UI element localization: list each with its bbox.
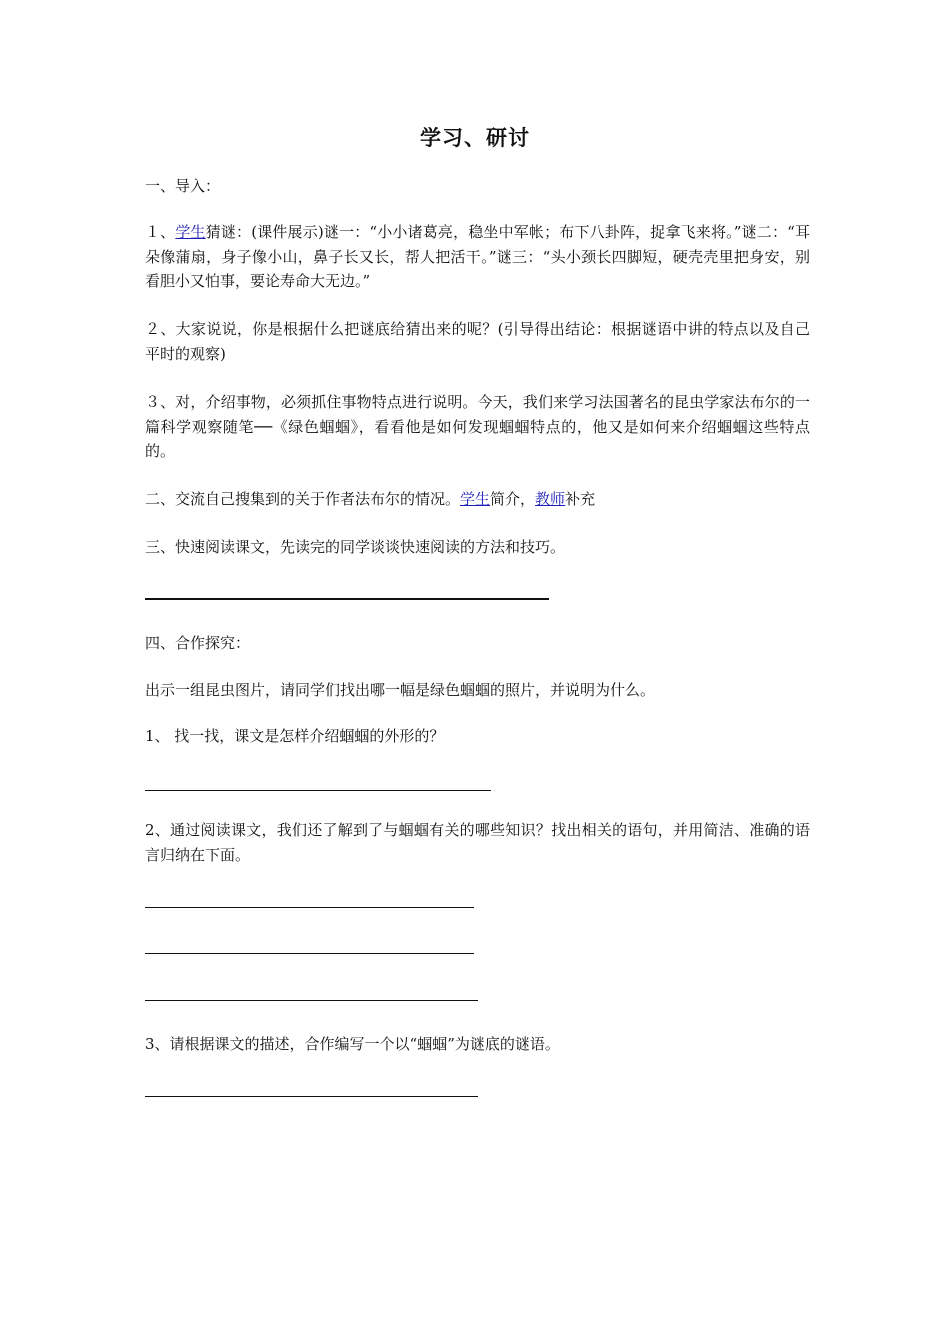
teacher-link[interactable]: 教师 — [535, 490, 566, 508]
answer-line-5 — [145, 1000, 478, 1001]
student-link-2[interactable]: 学生 — [460, 490, 491, 508]
section-2-text: 二、交流自己搜集到的关于作者法布尔的情况。 — [145, 490, 461, 508]
question-2: 2、通过阅读课文，我们还了解到了与蝈蝈有关的哪些知识？找出相关的语句，并用简洁、准确的语言归纳在下面。 — [145, 821, 810, 864]
section-2-line — [145, 487, 810, 511]
document-title: 学习、研讨 — [420, 125, 530, 150]
section-1-heading: 一、导入： — [145, 177, 221, 195]
section-4-intro: 出示一组昆虫图片，请同学们找出哪一幅是绿色蝈蝈的照片，并说明为什么。 — [145, 681, 656, 699]
section-2-tail: 补充 — [565, 490, 596, 508]
answer-line-3 — [145, 907, 474, 908]
intro-paragraph: ３、对，介绍事物，必须抓住事物特点进行说明。今天，我们来学习法国著名的昆虫学家法布尔的一篇科学观察随笔──《绿色蝈蝈》，看看他是如何发现蝈蝈特点的，他又是如何来介绍蝈蝈这些特点的。 — [145, 393, 810, 460]
question-1: 1、 找一找，课文是怎样介绍蝈蝈的外形的？ — [145, 727, 445, 745]
riddle-paragraph — [145, 220, 810, 294]
answer-line-4 — [145, 953, 474, 954]
section-3-text: 三、快速阅读课文，先读完的同学谈谈快速阅读的方法和技巧。 — [145, 538, 566, 556]
section-4-heading: 四、合作探究： — [145, 634, 251, 652]
question-3: 3、请根据课文的描述，合作编写一个以“蝈蝈”为谜底的谜语。 — [145, 1035, 560, 1053]
answer-line-2 — [145, 790, 491, 791]
conclusion-paragraph: ２、大家说说，你是根据什么把谜底给猜出来的呢？(引导得出结论：根据谜语中讲的特点以及自己平时的观察) — [145, 320, 810, 363]
riddle-paragraph-prefix: １、 — [145, 223, 176, 241]
answer-line-6 — [145, 1096, 478, 1097]
student-link[interactable]: 学生 — [175, 223, 206, 241]
answer-line-1 — [145, 598, 549, 600]
section-2-mid: 简介， — [490, 490, 536, 508]
riddle-paragraph-text: 猜谜：(课件展示)谜一：“小小诸葛亮，稳坐中军帐；布下八卦阵，捉拿飞来将。”谜二：“耳朵像蒲扇，身子像小山，鼻子长又长，帮人把活干。”谜三：“头小颈长四脚短，硬壳壳里把身安，别看胆小又怕事，要论寿命大无边。” — [145, 223, 810, 290]
